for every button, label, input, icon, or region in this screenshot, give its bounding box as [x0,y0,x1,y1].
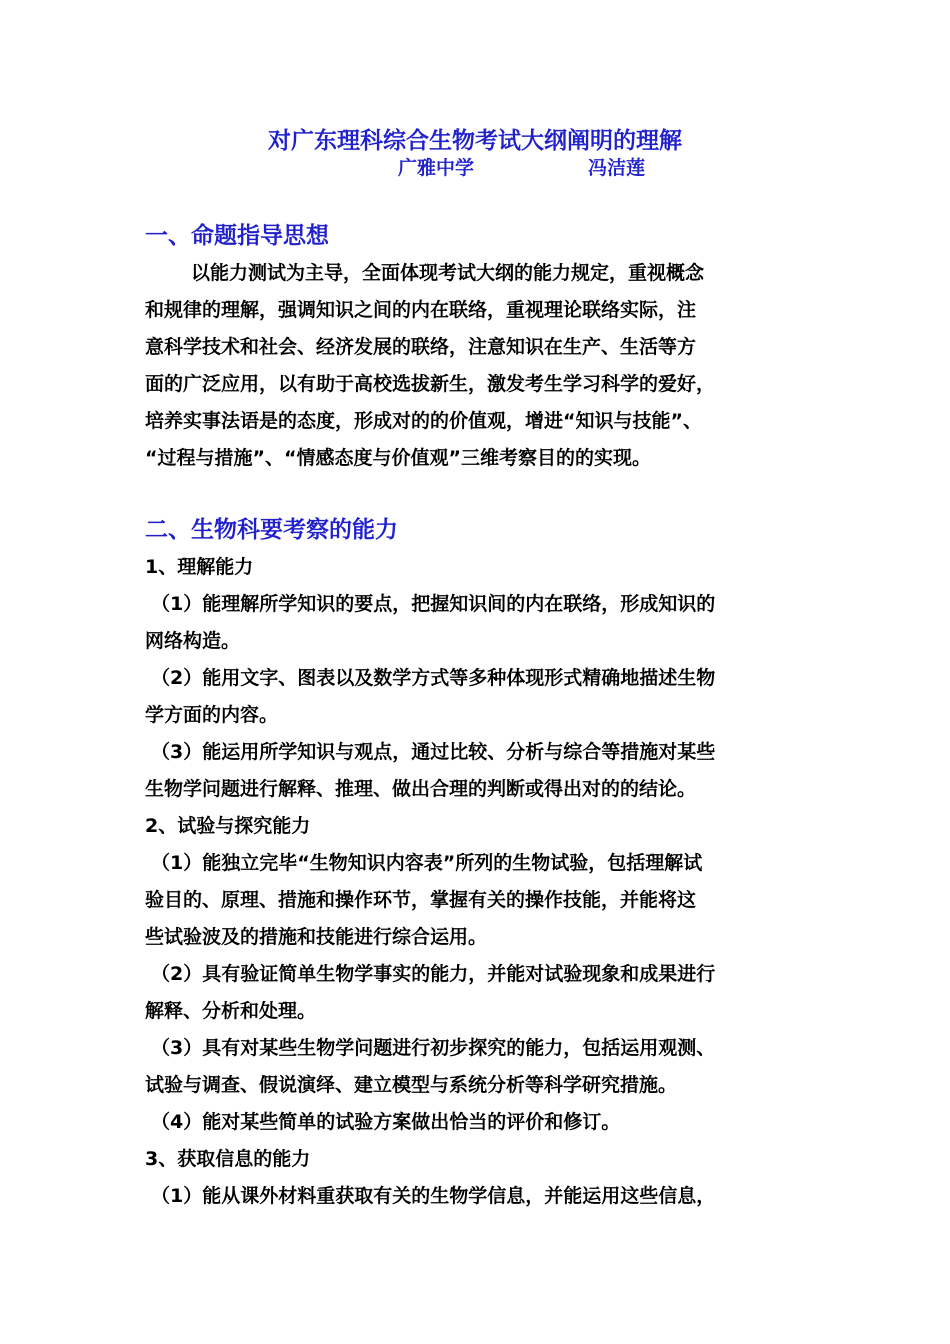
paragraph-line: 和规律的理解，强调知识之间的内在联络，重视理论联络实际，注 [145,299,697,321]
paragraph-line: 意科学技术和社会、经济发展的联络，注意知识在生产、生活等方 [145,336,697,358]
ability1-title: 1、理解能力 [145,556,254,578]
ability2-item2-line2: 解释、分析和处理。 [145,1000,317,1022]
ability2-item4-line1: （4）能对某些简单的试验方案做出恰当的评价和修订。 [151,1111,621,1133]
paragraph-line: 面的广泛应用，以有助于高校选拔新生，激发考生学习科学的爱好， [145,373,716,395]
section1-paragraph [145,255,813,477]
ability2-title: 2、试验与探究能力 [145,815,311,837]
ability2-item3-line2: 试验与调查、假说演绎、建立模型与系统分析等科学研究措施。 [145,1074,678,1096]
ability1-item2-line2: 学方面的内容。 [145,704,279,726]
paragraph-line: 培养实事法语是的态度，形成对的的价值观，增进“知识与技能”、 [145,410,702,432]
school-name: 广雅中学 [398,157,475,179]
ability2-item1-line2: 验目的、原理、措施和操作环节，掌握有关的操作技能，并能将这 [145,889,697,911]
author-name: 冯洁莲 [588,157,646,179]
ability1-item2-line1: （2）能用文字、图表以及数学方式等多种体现形式精确地描述生物 [151,667,716,689]
ability1-item3-line2: 生物学问题进行解释、推理、做出合理的判断或得出对的的结论。 [145,778,697,800]
paragraph-line: 以能力测试为主导，全面体现考试大纲的能力规定，重视概念 [191,262,705,284]
section2-heading: 二、生物科要考察的能力 [145,517,398,543]
ability2-item2-line1: （2）具有验证简单生物学事实的能力，并能对试验现象和成果进行 [151,963,716,985]
ability1-item1-line1: （1）能理解所学知识的要点，把握知识间的内在联络，形成知识的 [151,593,716,615]
section2-body [145,549,813,1215]
ability3-title: 3、获取信息的能力 [145,1148,311,1170]
ability2-item1-line3: 些试验波及的措施和技能进行综合运用。 [145,926,488,948]
ability1-item1-line2: 网络构造。 [145,630,241,652]
ability2-item1-line1: （1）能独立完毕“生物知识内容表”所列的生物试验，包括理解试 [151,852,703,874]
paragraph-line: “过程与措施”、“情感态度与价值观”三维考察目的的实现。 [145,447,651,469]
ability2-item3-line1: （3）具有对某些生物学问题进行初步探究的能力，包括运用观测、 [151,1037,716,1059]
document-title: 对广东理科综合生物考试大纲阐明的理解 [268,128,682,154]
section1-heading: 一、命题指导思想 [145,223,329,249]
ability3-item1-line1: （1）能从课外材料重获取有关的生物学信息，并能运用这些信息， [151,1185,716,1207]
ability1-item3-line1: （3）能运用所学知识与观点，通过比较、分析与综合等措施对某些 [151,741,716,763]
